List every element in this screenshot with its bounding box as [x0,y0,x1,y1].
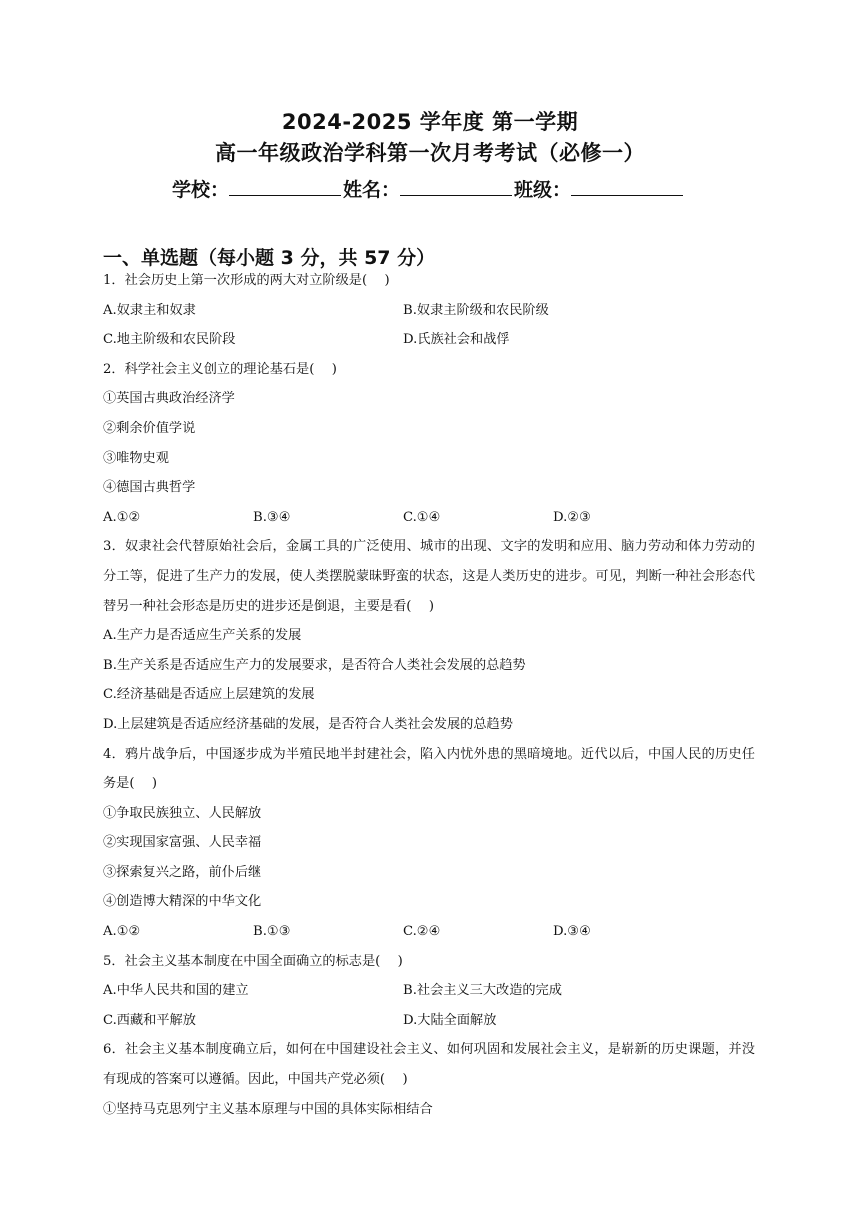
option-d: D.②③ [553,509,591,525]
options-row [103,503,755,533]
option-a: A.①② [103,509,141,525]
student-info-row [172,175,685,202]
options-row [103,1006,755,1036]
option-c: C.②④ [403,924,441,940]
option-d: D.③④ [553,924,591,940]
statement-item: ①英国古典政治经济学 [103,391,235,407]
class-blank[interactable] [571,177,683,196]
name-blank[interactable] [400,177,512,196]
name-label: 姓名： [343,179,401,201]
question-stem: 3．奴隶社会代替原始社会后，金属工具的广泛使用、城市的出现、文字的发明和应用、脑力劳动和体力劳动的分工等，促进了生产力的发展，使人类摆脱蒙昧野蛮的状态，这是人类历史的进步。可见，判断一种社会形态代替另一种社会形态是历史的进步还是倒退，主要是看( ) [103,539,755,614]
question-stem: 6．社会主义基本制度确立后，如何在中国建设社会主义、如何巩固和发展社会主义，是崭新的历史课题，并没有现成的答案可以遵循。因此，中国共产党必须( ) [103,1042,755,1088]
question-stem: 2．科学社会主义创立的理论基石是( ) [103,361,337,377]
question-stem: 1．社会历史上第一次形成的两大对立阶级是( ) [103,273,390,288]
option-a: A.生产力是否适应生产关系的发展 [103,628,302,644]
option-b: B.①③ [253,924,291,940]
option-b: B.生产关系是否适应生产力的发展要求，是否符合人类社会发展的总趋势 [103,657,526,673]
option-c: C.经济基础是否适应上层建筑的发展 [103,687,315,703]
questions-body [103,266,755,1124]
option-a: A.奴隶主和奴隶 [103,302,196,318]
option-d: D.大陆全面解放 [403,1012,497,1028]
option-a: A.①② [103,924,141,940]
school-blank[interactable] [229,177,341,196]
statement-item: ②实现国家富强、人民幸福 [103,835,262,851]
question-stem: 5．社会主义基本制度在中国全面确立的标志是( ) [103,953,403,969]
exam-title-subject: 高一年级政治学科第一次月考考试（必修一） [215,141,645,165]
section-title: 一、单选题（每小题 3 分，共 57 分） [103,247,436,269]
question-stem: 4．鸦片战争后，中国逐步成为半殖民地半封建社会，陷入内忧外患的黑暗境地。近代以后，中国人民的历史任务是( ) [103,746,755,792]
options-row [103,976,755,1006]
school-label: 学校： [172,179,230,201]
class-label: 班级： [514,179,572,201]
option-d: D.氏族社会和战俘 [403,332,510,348]
statement-item: ③唯物史观 [103,450,169,466]
statement-item: ②剩余价值学说 [103,420,196,436]
statement-item: ④德国古典哲学 [103,480,196,496]
options-row [103,325,755,355]
statement-item: ①坚持马克思列宁主义基本原理与中国的具体实际相结合 [103,1101,433,1117]
option-a: A.中华人民共和国的建立 [103,983,249,999]
option-b: B.③④ [253,509,291,525]
options-row [103,917,755,947]
statement-item: ③探索复兴之路，前仆后继 [103,864,262,880]
options-row [103,296,755,326]
option-c: C.地主阶级和农民阶段 [103,332,236,348]
option-b: B.奴隶主阶级和农民阶级 [403,302,549,318]
option-c: C.西藏和平解放 [103,1012,196,1028]
option-c: C.①④ [403,509,441,525]
statement-item: ④创造博大精深的中华文化 [103,894,262,910]
exam-title-year: 2024-2025 学年度 第一学期 [281,110,579,134]
option-b: B.社会主义三大改造的完成 [403,983,562,999]
statement-item: ①争取民族独立、人民解放 [103,805,262,821]
option-d: D.上层建筑是否适应经济基础的发展，是否符合人类社会发展的总趋势 [103,716,513,732]
